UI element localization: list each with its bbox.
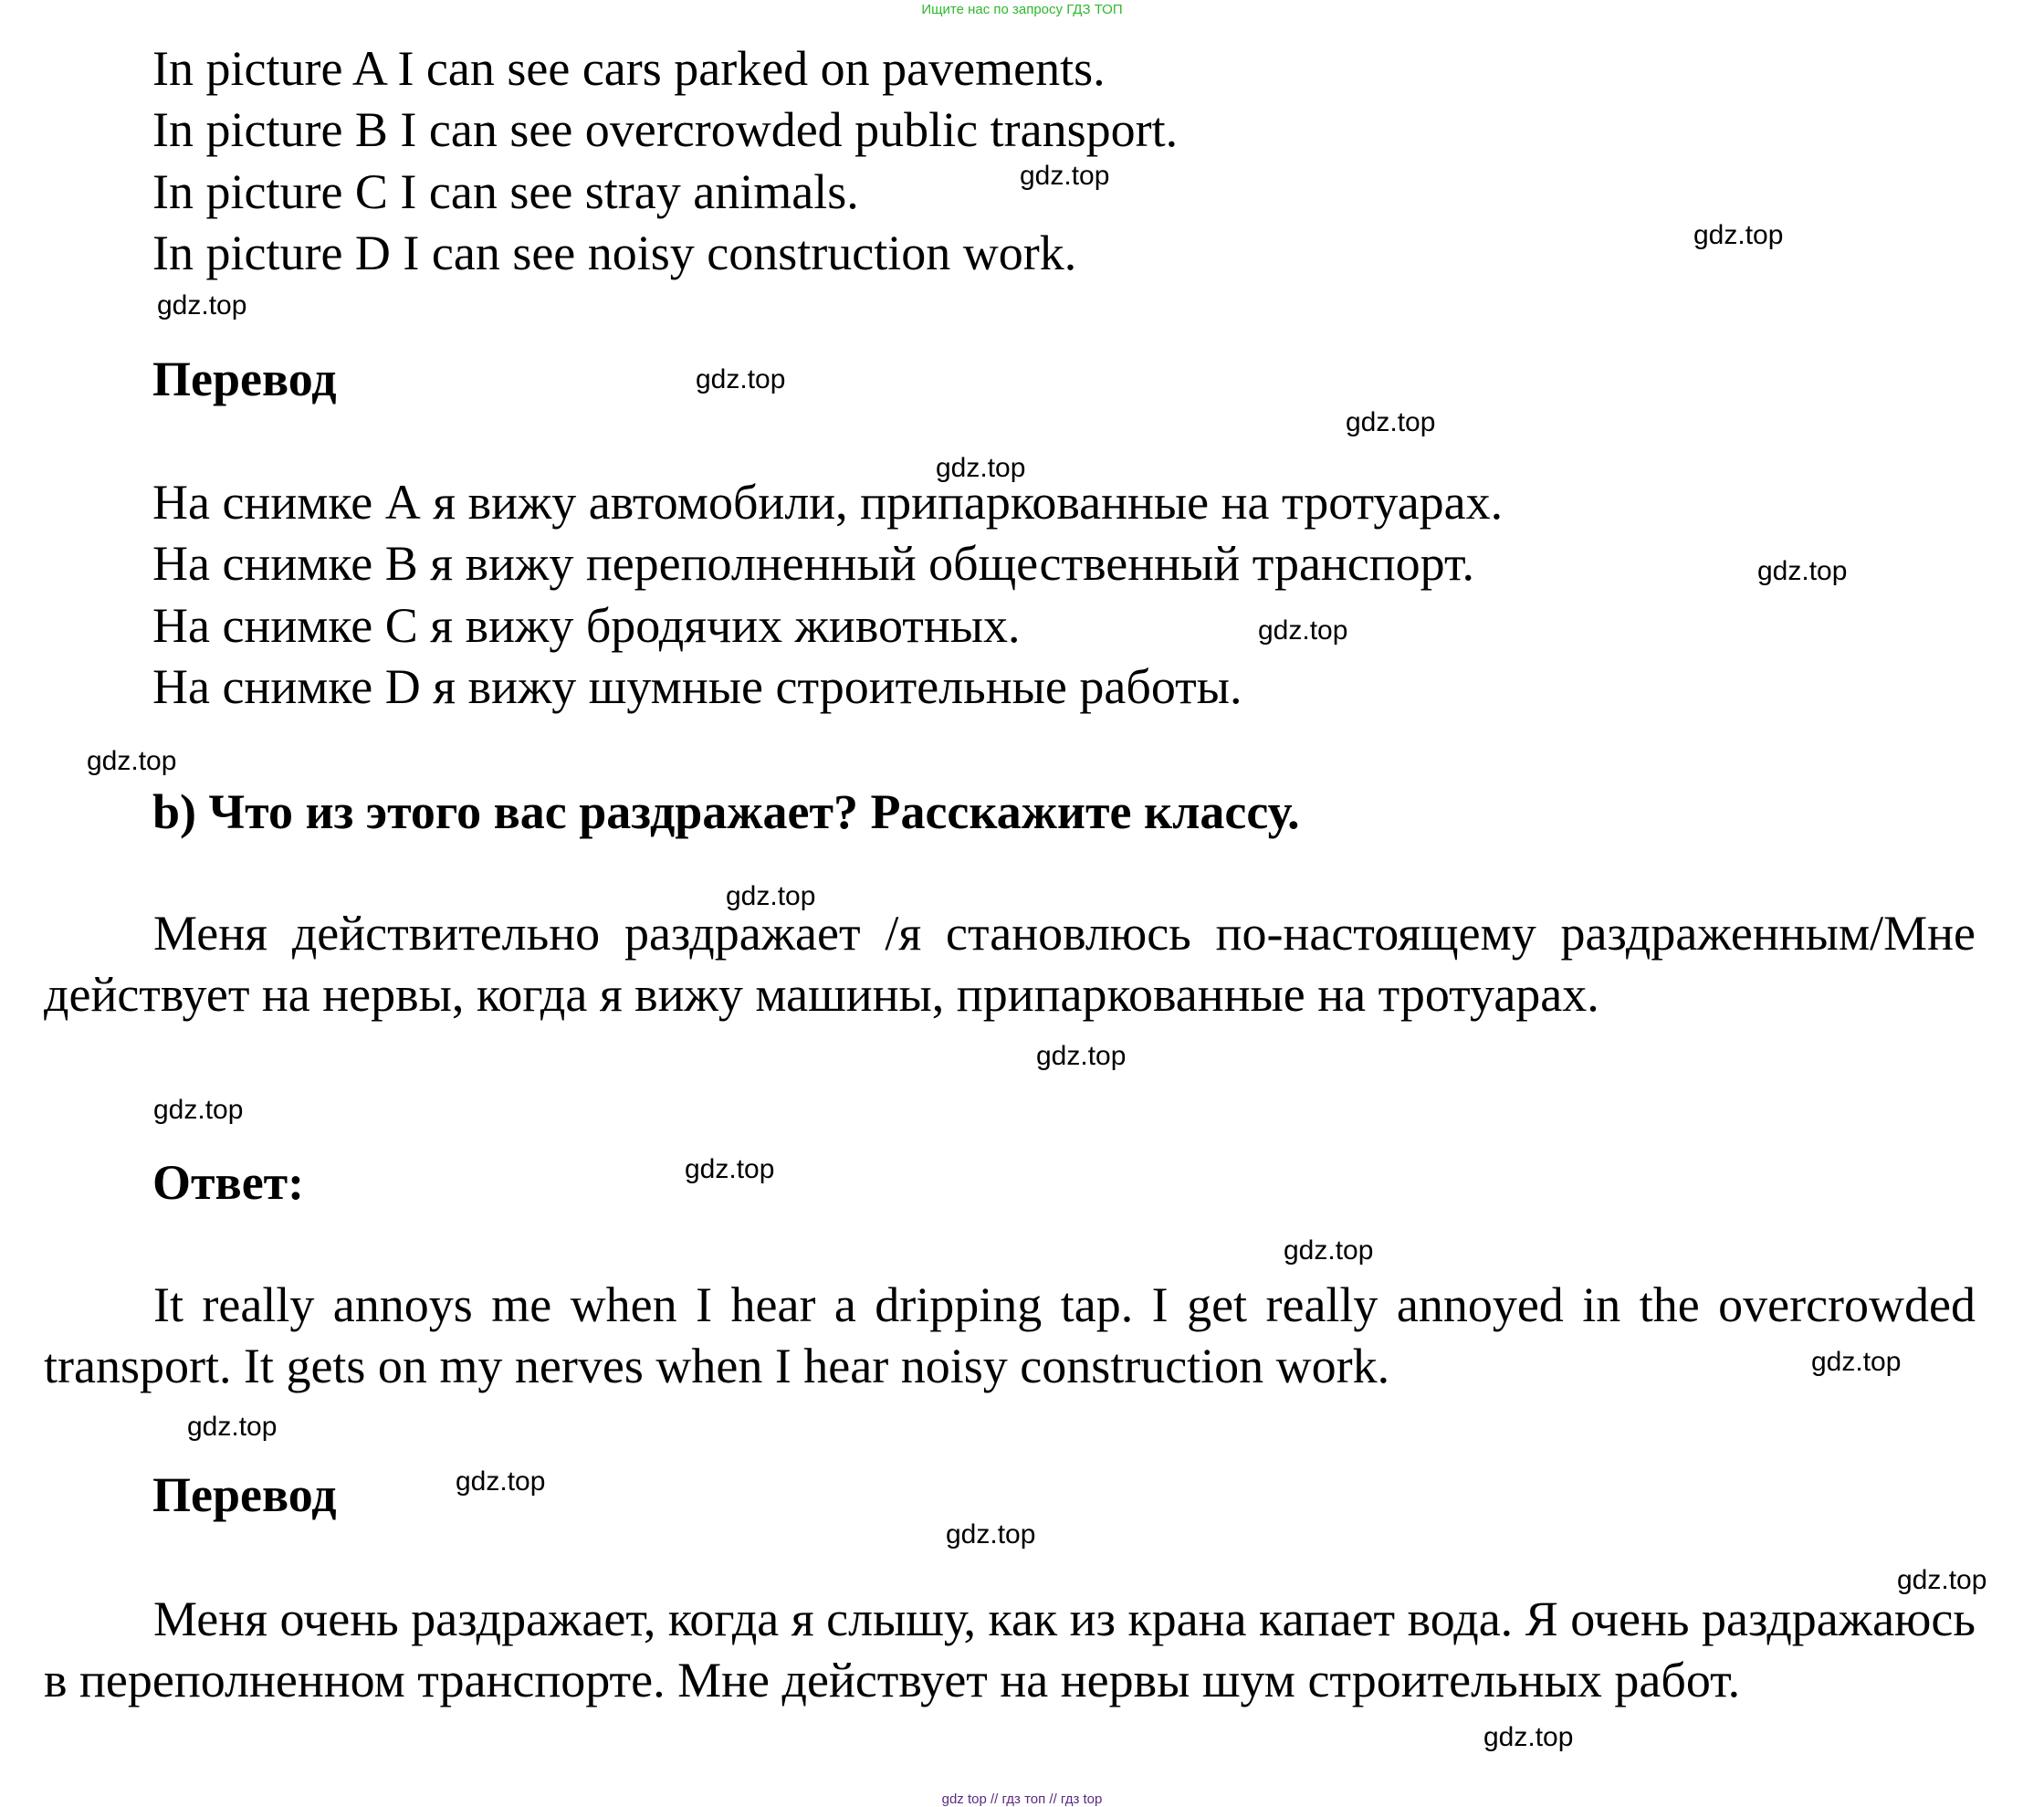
footer: gdz top // гдз топ // гдз top bbox=[941, 1791, 1103, 1807]
watermark: gdz.top bbox=[936, 453, 1026, 483]
russian-line-c: На снимке С я вижу бродячих животных. bbox=[152, 598, 1021, 653]
watermark: gdz.top bbox=[726, 881, 816, 911]
paragraph-answer: It really annoys me when I hear a dripping tap. I get really annoyed in the overcrowded transport. It gets on my nerves when I hear noisy construction work. bbox=[44, 1277, 1976, 1393]
heading-translation-2: Перевод bbox=[152, 1467, 337, 1522]
watermark: gdz.top bbox=[1284, 1235, 1374, 1266]
english-line-b: In picture B I can see overcrowded public transport. bbox=[152, 102, 1179, 157]
watermark: gdz.top bbox=[946, 1519, 1036, 1550]
russian-line-a: На снимке А я вижу автомобили, припаркованные на тротуарах. bbox=[152, 475, 1504, 530]
heading-answer: Ответ: bbox=[152, 1155, 305, 1210]
watermark: gdz.top bbox=[1036, 1041, 1127, 1071]
watermark: gdz.top bbox=[157, 290, 247, 320]
watermark: gdz.top bbox=[1258, 615, 1348, 646]
watermark: gdz.top bbox=[1757, 556, 1848, 586]
watermark: gdz.top bbox=[187, 1412, 278, 1442]
watermark: gdz.top bbox=[87, 746, 177, 776]
watermark: gdz.top bbox=[1693, 220, 1784, 250]
top-banner: Ищите нас по запросу ГДЗ ТОП bbox=[921, 2, 1123, 17]
watermark: gdz.top bbox=[1020, 161, 1110, 191]
paragraph-answer-translation: Меня очень раздражает, когда я слышу, как из крана капает вода. Я очень раздражаюсь в переполненном транспорте. Мне действует на нервы шум строительных работ. bbox=[44, 1592, 1976, 1707]
task-b-heading: b) Что из этого вас раздражает? Расскажите классу. bbox=[152, 784, 1300, 839]
watermark: gdz.top bbox=[1811, 1347, 1902, 1377]
watermark: gdz.top bbox=[456, 1466, 546, 1497]
watermark: gdz.top bbox=[685, 1154, 775, 1184]
watermark: gdz.top bbox=[1346, 407, 1436, 437]
english-line-d: In picture D I can see noisy construction work. bbox=[152, 226, 1077, 280]
watermark: gdz.top bbox=[1897, 1565, 1987, 1595]
english-line-a: In picture A I can see cars parked on pavements. bbox=[152, 41, 1106, 96]
english-line-c: In picture C I can see stray animals. bbox=[152, 164, 859, 219]
russian-line-d: На снимке D я вижу шумные строительные работы. bbox=[152, 659, 1242, 714]
watermark: gdz.top bbox=[153, 1095, 244, 1125]
russian-line-b: На снимке В я вижу переполненный общественный транспорт. bbox=[152, 536, 1475, 591]
watermark: gdz.top bbox=[1483, 1722, 1574, 1752]
watermark: gdz.top bbox=[696, 364, 786, 394]
paragraph-task-translation: Меня действительно раздражает /я становлюсь по-настоящему раздраженным/Мне действует на нервы, когда я вижу машины, припаркованные на тротуарах. bbox=[44, 906, 1976, 1022]
heading-translation-1: Перевод bbox=[152, 352, 337, 406]
